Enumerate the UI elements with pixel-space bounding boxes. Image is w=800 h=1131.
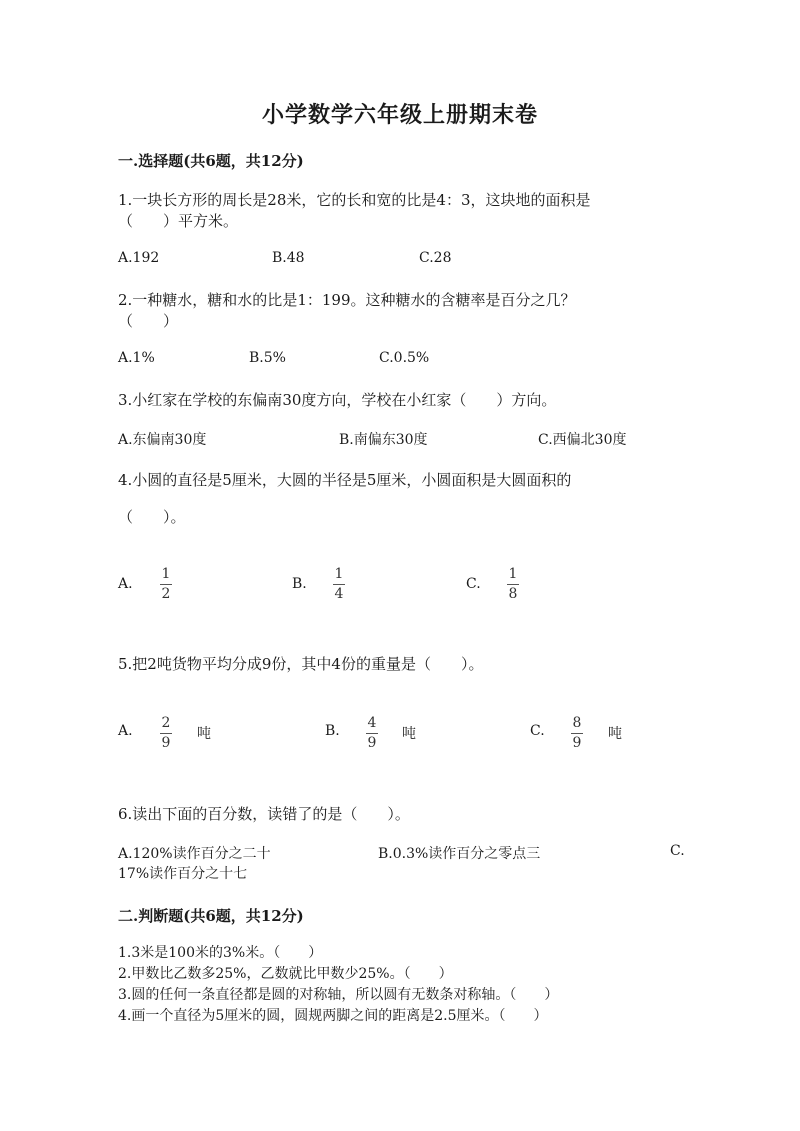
question-5-option-c-fraction	[571, 716, 583, 751]
question-4-option-a-letter: A.	[118, 576, 133, 592]
question-3-text: 3.小红家在学校的东偏南30度方向，学校在小红家（ ）方向。	[118, 391, 557, 409]
section-heading-choice: 一.选择题(共6题，共12分)	[118, 152, 304, 170]
question-3-option-a: A.东偏南30度	[118, 432, 207, 448]
question-2-option-c: C.0.5%	[379, 350, 430, 366]
question-4-option-c-letter: C.	[466, 576, 481, 592]
question-4-text-cont: （ ）。	[118, 508, 186, 526]
judge-item-2: 2.甲数比乙数多25%，乙数就比甲数少25%。（ ）	[118, 966, 453, 982]
question-5-option-b-fraction	[366, 716, 378, 751]
question-6-option-b: B.0.3%读作百分之零点三	[378, 846, 541, 862]
fraction-denominator: 8	[508, 586, 518, 602]
fraction-denominator: 9	[572, 735, 582, 751]
question-4-option-c-fraction	[507, 567, 519, 602]
fraction-bar	[571, 733, 583, 734]
question-4-option-b-fraction	[333, 567, 345, 602]
fraction-bar	[507, 584, 519, 585]
question-3-option-b: B.南偏东30度	[339, 432, 428, 448]
fraction-numerator: 8	[572, 715, 582, 731]
judge-item-1: 1.3米是100米的3%米。（ ）	[118, 945, 323, 961]
question-2-text: 2.一种糖水，糖和水的比是1：199。这种糖水的含糖率是百分之几？	[118, 291, 576, 309]
question-6-option-a: A.120%读作百分之二十	[118, 846, 271, 862]
question-5-option-a-letter: A.	[118, 723, 133, 739]
question-4-text: 4.小圆的直径是5厘米，大圆的半径是5厘米，小圆面积是大圆面积的	[118, 471, 572, 489]
page-title: 小学数学六年级上册期末卷	[261, 102, 538, 128]
question-6-option-c-letter: C.	[670, 843, 685, 859]
fraction-numerator: 4	[367, 715, 377, 731]
judge-item-3: 3.圆的任何一条直径都是圆的对称轴，所以圆有无数条对称轴。（ ）	[118, 987, 559, 1003]
question-1-option-a: A.192	[118, 250, 160, 266]
fraction-numerator: 1	[334, 566, 344, 582]
question-1-option-b: B.48	[272, 250, 305, 266]
question-5-option-c-letter: C.	[530, 723, 545, 739]
question-5-text: 5.把2吨货物平均分成9份，其中4份的重量是（ ）。	[118, 655, 484, 673]
fraction-numerator: 1	[161, 566, 171, 582]
question-4-option-b-letter: B.	[292, 576, 307, 592]
fraction-bar	[160, 584, 172, 585]
question-2-option-a: A.1%	[118, 350, 155, 366]
question-5-option-b-unit: 吨	[402, 726, 416, 742]
question-5-option-a-fraction	[160, 716, 172, 751]
fraction-denominator: 9	[161, 735, 171, 751]
fraction-denominator: 4	[334, 586, 344, 602]
fraction-numerator: 2	[161, 715, 171, 731]
fraction-denominator: 2	[161, 586, 171, 602]
question-3-option-c: C.西偏北30度	[538, 432, 627, 448]
section-heading-judge: 二.判断题(共6题，共12分)	[118, 907, 304, 925]
question-2-option-b: B.5%	[249, 350, 286, 366]
question-1-option-c: C.28	[419, 250, 452, 266]
question-5-option-a-unit: 吨	[197, 726, 211, 742]
question-1-text-cont: （ ）平方米。	[118, 212, 239, 230]
question-1-text: 1.一块长方形的周长是28米，它的长和宽的比是4：3，这块地的面积是	[118, 191, 591, 209]
question-5-option-b-letter: B.	[325, 723, 340, 739]
question-5-option-c-unit: 吨	[608, 726, 622, 742]
question-6-text: 6.读出下面的百分数，读错了的是（ ）。	[118, 805, 410, 823]
fraction-bar	[160, 733, 172, 734]
fraction-bar	[333, 584, 345, 585]
fraction-numerator: 1	[508, 566, 518, 582]
question-6-option-c-text: 17%读作百分之十七	[118, 866, 248, 882]
judge-item-4: 4.画一个直径为5厘米的圆，圆规两脚之间的距离是2.5厘米。（ ）	[118, 1008, 548, 1024]
question-2-text-cont: （ ）	[118, 312, 179, 330]
fraction-denominator: 9	[367, 735, 377, 751]
question-4-option-a-fraction	[160, 567, 172, 602]
fraction-bar	[366, 733, 378, 734]
